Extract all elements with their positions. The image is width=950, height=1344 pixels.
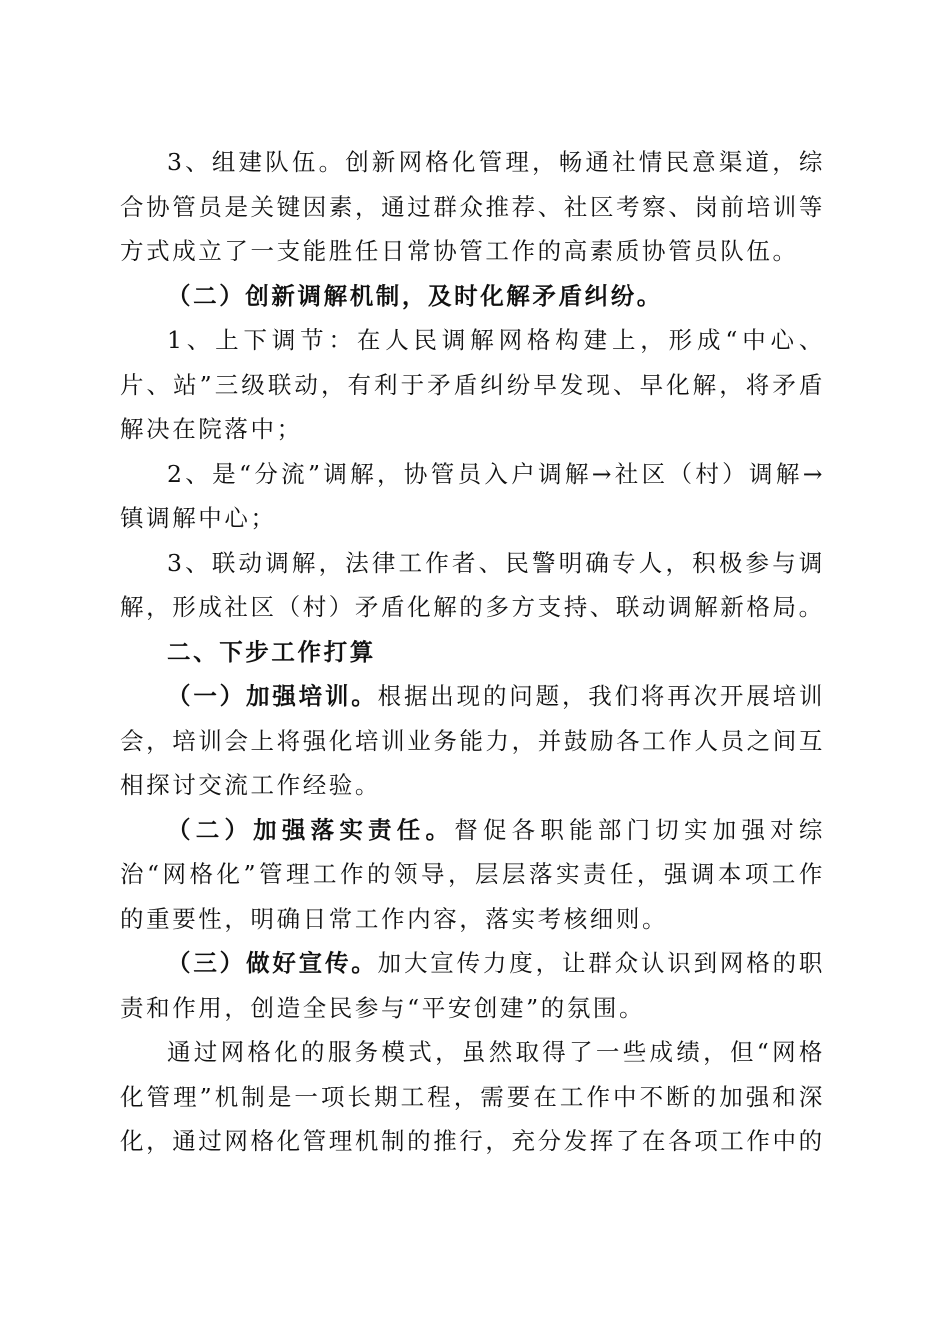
paragraph-implement-responsibility (120, 808, 825, 942)
body-strengthen-training: 根据出现的问题，我们将再次开展培训会，培训会上将强化培训业务能力，并鼓励各工作人员之间互相探讨交流工作经验。 (120, 682, 825, 799)
paragraph-strengthen-training (120, 674, 825, 808)
paragraph-diversion-mediation: 2、是“分流”调解，协管员入户调解→社区（村）调解→镇调解中心； (120, 459, 825, 532)
paragraph-linked-mediation: 3、联动调解，法律工作者、民警明确专人，积极参与调解，形成社区（村）矛盾化解的多方支持、联动调解新格局。 (120, 548, 825, 621)
document-body (120, 140, 825, 1164)
paragraph-publicity (120, 941, 825, 1030)
section-heading-next-plans: 二、下步工作打算 (167, 637, 376, 666)
lead-implement-responsibility: （二）加强落实责任。 (167, 815, 455, 844)
body-implement-responsibility: 督促各职能部门切实加强对综治“网格化”管理工作的领导，层层落实责任，强调本项工作的重要性，明确日常工作内容，落实考核细则。 (120, 815, 825, 933)
paragraph-form-team: 3、组建队伍。创新网格化管理，畅通社情民意渠道，综合协管员是关键因素，通过群众推荐、社区考察、岗前培训等方式成立了一支能胜任日常协管工作的高素质协管员队伍。 (120, 148, 825, 265)
paragraph-conclusion: 通过网格化的服务模式，虽然取得了一些成绩，但“网格化管理”机制是一项长期工程，需要在工作中不断的加强和深化，通过网格化管理机制的推行，充分发挥了在各项工作中的 (120, 1038, 825, 1155)
paragraph-upper-lower-mediation: 1、上下调节：在人民调解网格构建上，形成“中心、片、站”三级联动，有利于矛盾纠纷早发现、早化解，将矛盾解决在院落中； (120, 326, 825, 443)
lead-strengthen-training: （一）加强培训。 (167, 682, 378, 710)
lead-publicity: （三）做好宣传。 (167, 949, 378, 977)
body-publicity: 加大宣传力度，让群众认识到网格的职责和作用，创造全民参与“平安创建”的氛围。 (120, 949, 825, 1022)
subheading-mediation-mechanism: （二）创新调解机制，及时化解矛盾纠纷。 (167, 281, 663, 310)
